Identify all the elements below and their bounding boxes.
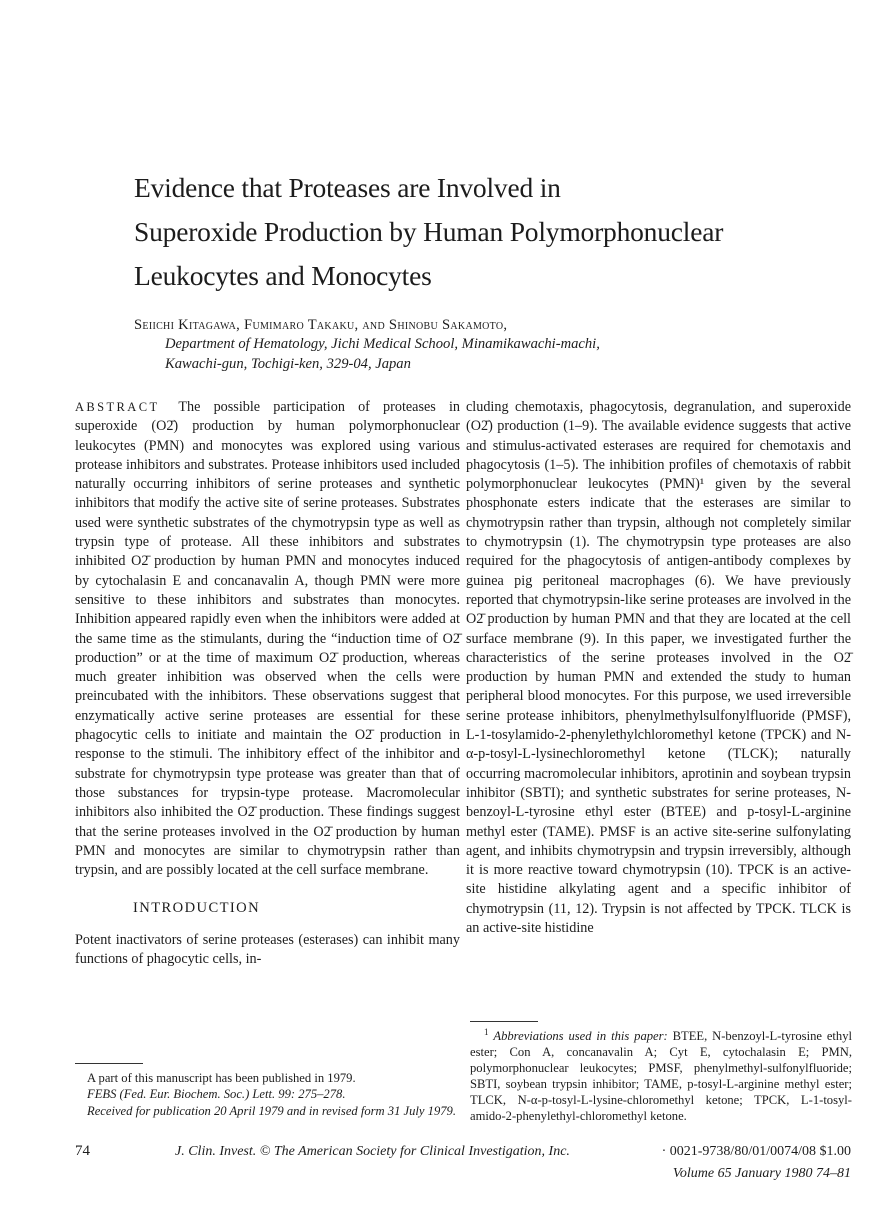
affiliation-line-1: Department of Hematology, Jichi Medical School, Minamikawachi-machi,	[165, 336, 600, 353]
introduction-paragraph-start: Potent inactivators of serine proteases (esterases) can inhibit many functions of phagocytic cells, in-	[75, 931, 460, 968]
article-title	[134, 166, 834, 298]
left-column	[75, 398, 460, 969]
page-number: 74	[75, 1143, 90, 1159]
abstract-heading: ABSTRACT	[75, 400, 160, 414]
issn-price: · 0021-9738/80/01/0074/08 $1.00	[661, 1144, 851, 1159]
author-block	[134, 316, 854, 374]
volume-info: Volume 65 January 1980 74–81	[672, 1166, 851, 1181]
right-column	[466, 398, 851, 938]
received-note: Received for publication 20 April 1979 and in revised form 31 July 1979.	[87, 1103, 457, 1118]
footnote-lead: Abbreviations used in this paper:	[493, 1029, 668, 1043]
footnote-marker: 1	[484, 1026, 489, 1037]
abbreviations-footnote	[470, 1021, 852, 1124]
publication-reference: FEBS (Fed. Eur. Biochem. Soc.) Lett. 99: 275–278.	[87, 1087, 346, 1102]
title-line-1: Evidence that Proteases are Involved in	[134, 172, 561, 203]
journal-citation: J. Clin. Invest. © The American Society for Clinical Investigation, Inc.	[175, 1144, 570, 1159]
abstract	[75, 398, 460, 880]
publication-note: A part of this manuscript has been published in 1979.	[87, 1071, 356, 1085]
affiliation-line-2: Kawachi-gun, Tochigi-ken, 329-04, Japan	[165, 355, 411, 372]
introduction-heading: INTRODUCTION	[133, 900, 261, 917]
introduction-paragraph-continued: cluding chemotaxis, phagocytosis, degranulation, and superoxide (O2̄) production (1–9). The available evidence suggests that active and stimulus-activated esterases are required for chemotaxis and phagocytosis (1–5). The inhibition profiles of chemotaxis of rabbit polymorphonuclear leukocytes (PMN)¹ given by the several phosphonate esters indicate that the esterases are similar to chymotrypsin rather than trypsin, although not completely similar to chymotrypsin (1). The chymotrypsin type proteases are also required for the phagocytosis of antigen-antibody complexes by guinea pig peritoneal macrophages (6). We have previously reported that chymotrypsin-like serine proteases are involved in the O2̄ production by human PMN and that they are located at the cell surface membrane (9). In this paper, we investigated further the characteristics of the serine proteases involved in the O2̄ production by human PMN and extended the study to human peripheral blood monocytes. For this purpose, we used irreversible serine protease inhibitors, phenylmethylsulfonylfluoride (PMSF), L-1-tosylamido-2-phenylethylchloromethyl ketone (TPCK) and N-α-p-tosyl-L-lysinechloromethyl ketone (TLCK); naturally occurring macromolecular inhibitors, aprotinin and soybean trypsin inhibitor (SBTI); and synthetic substrates for serine proteases, N-benzoyl-L-tyrosine ethyl ester (BTEE) and p-tosyl-L-arginine methyl ester (TAME). PMSF is an active site-serine sulfonylating agent, and inhibits chymotrypsin and trypsin irreversibly, although it is more reactive toward chymotrypsin (10). TPCK is an active-site histidine alkylating agent and a specific inhibitor of chymotrypsin (11, 12). Trypsin is not affected by TPCK. TLCK is an active-site histidine	[466, 399, 851, 937]
title-line-3: Leukocytes and Monocytes	[134, 260, 432, 291]
footnote-text-block	[470, 1028, 852, 1124]
article-notes	[75, 1063, 465, 1119]
abstract-text: The possible participation of proteases in superoxide (O2̄) production by human polymorphonuclear leukocytes (PMN) and monocytes was explored using various protease inhibitors and substrates. Protease inhibitors used included naturally occurring inhibitors of serine proteases and synthetic inhibitors that modify the active site of serine proteases. Substrates used were synthetic substrates of the chymotrypsin type as well as trypsin type of protease. All these inhibitors and substrates inhibited O2̄ production by human PMN and monocytes induced by cytochalasin E and concanavalin A, though PMN were more sensitive to these inhibitors and substrates than monocytes. Inhibition appeared rapidly even when the inhibitors were added at the same time as the stimulants, during the “induction time of O2̄ production” or at the time of maximum O2̄ production, whereas much greater inhibition was observed when the cells were preincubated with the inhibitors. These observations suggest that enzymatically active serine proteases are essential for these phagocytic cells to initiate and maintain the O2̄ production in response to the stimuli. The inhibitory effect of the inhibitor and substrate for chymotrypsin type protease was greater than that of those substances for trypsin-type protease. Macromolecular inhibitors also inhibited the O2̄ production. These findings suggest that the serine proteases involved in the O2̄ production by human PMN and monocytes are similar to chymotrypsin rather than trypsin, and are possibly located at the cell surface membrane.	[75, 399, 460, 879]
footnote-divider	[470, 1021, 538, 1022]
title-line-2: Superoxide Production by Human Polymorphonuclear	[134, 216, 724, 247]
author-names: Seiichi Kitagawa, Fumimaro Takaku, and Shinobu Sakamoto,	[134, 317, 508, 333]
footnote-text: BTEE, N-benzoyl-L-tyrosine ethyl ester; Con A, concanavalin A; Cyt E, cytochalasin E; PMN, polymorphonuclear leukocytes; PMSF, phenylmethyl-sulfonylfluoride; SBTI, soybean trypsin inhibitor; TAME, p-tosyl-L-arginine methyl ester; TLCK, N-α-p-tosyl-L-lysine-chloromethyl ketone; TPCK, L-1-tosyl-amido-2-phenylethyl-chloromethyl ketone.	[470, 1029, 853, 1123]
notes-divider	[75, 1063, 143, 1064]
